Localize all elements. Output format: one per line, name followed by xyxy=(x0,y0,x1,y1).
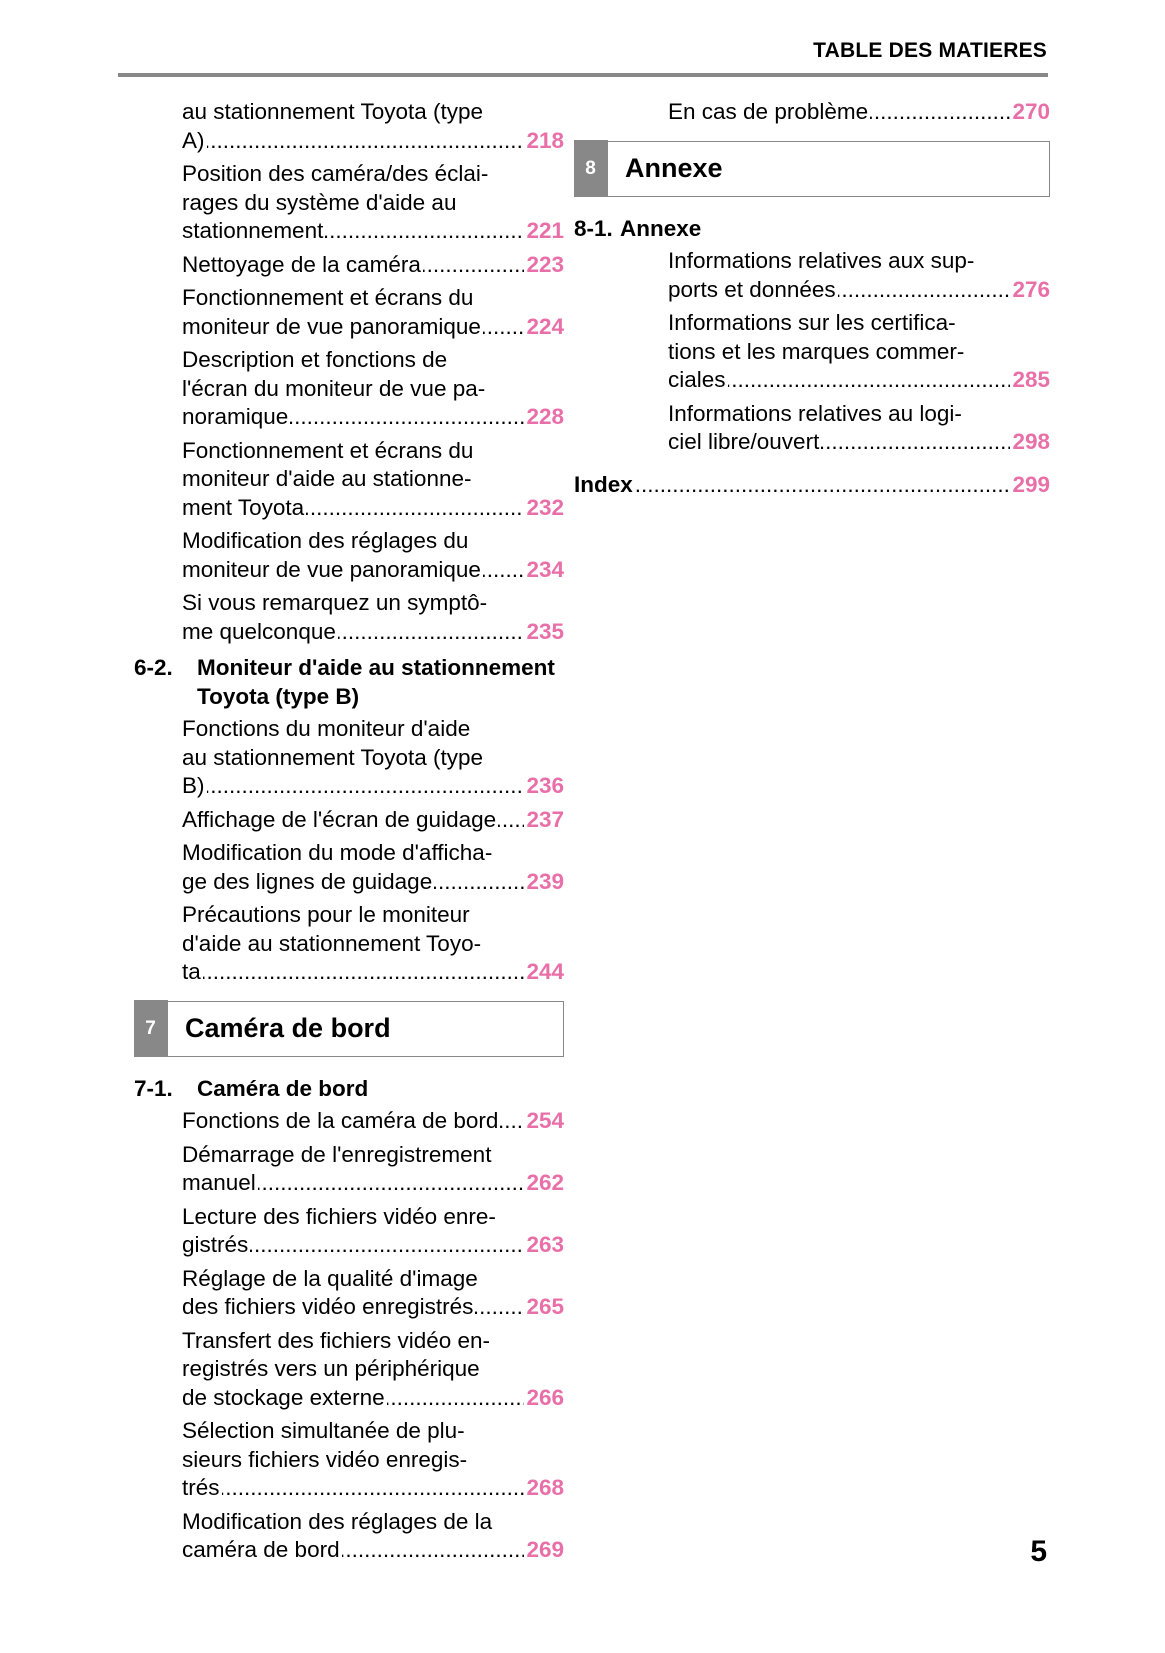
toc-group-b xyxy=(134,715,564,987)
toc-page-number[interactable]: 224 xyxy=(526,313,564,339)
section-number: 7-1. xyxy=(134,1075,173,1101)
dot-leader xyxy=(870,98,1010,127)
toc-page-number[interactable]: 263 xyxy=(526,1232,564,1257)
toc-entry-line xyxy=(182,527,564,556)
toc-entry[interactable] xyxy=(620,98,1050,127)
dot-leader xyxy=(342,1536,525,1565)
toc-entry-text: Informations relatives au logi- xyxy=(668,400,962,426)
toc-entry[interactable] xyxy=(134,715,564,801)
toc-entry-line xyxy=(182,1141,564,1170)
toc-page-number[interactable]: 270 xyxy=(1012,99,1050,124)
toc-entry[interactable] xyxy=(134,589,564,646)
toc-entry-text: des fichiers vidéo enregistrés xyxy=(182,1294,474,1319)
toc-entry-line xyxy=(182,901,564,930)
dot-leader xyxy=(821,428,1010,457)
toc-entry[interactable] xyxy=(134,1327,564,1413)
toc-entry[interactable] xyxy=(620,309,1050,395)
toc-entry-line xyxy=(182,1446,564,1475)
section-heading-6-2 xyxy=(134,654,564,711)
toc-entry-text: au stationnement Toyota (type xyxy=(182,99,484,124)
toc-entry-text: Affichage de l'écran de guidage xyxy=(182,806,497,832)
toc-entry-text: B) xyxy=(182,773,205,798)
toc-entry-line xyxy=(182,189,564,218)
toc-entry[interactable] xyxy=(620,247,1050,304)
toc-entry-line xyxy=(182,868,564,897)
toc-entry-line xyxy=(182,1384,564,1413)
toc-entry-line xyxy=(182,251,564,280)
toc-entry-text: au stationnement Toyota (type xyxy=(182,744,484,770)
section-number: 6-2. xyxy=(134,655,173,680)
toc-entry[interactable] xyxy=(134,839,564,896)
toc-entry-line xyxy=(182,127,564,156)
toc-entry-line xyxy=(182,346,564,375)
toc-entry-text: Fonctionnement et écrans du xyxy=(182,285,474,310)
toc-page-number[interactable]: 269 xyxy=(526,1537,564,1562)
toc-page-number[interactable]: 234 xyxy=(526,556,564,582)
section-title: Annexe xyxy=(620,215,702,241)
toc-entry-line xyxy=(182,284,564,313)
toc-entry-line xyxy=(182,839,564,868)
toc-entry-line xyxy=(182,1474,564,1503)
toc-entry-text: Nettoyage de la caméra xyxy=(182,251,421,277)
toc-entry-line xyxy=(668,98,1050,127)
toc-entry-text: tions et les marques commer- xyxy=(668,338,965,364)
toc-entry-text: Modification des réglages du xyxy=(182,528,469,553)
toc-entry-line xyxy=(182,589,564,618)
toc-page-number[interactable]: 239 xyxy=(526,868,564,894)
toc-entry[interactable] xyxy=(134,1141,564,1198)
toc-page-number[interactable]: 232 xyxy=(526,494,564,520)
toc-entry-text: Informations relatives aux sup- xyxy=(668,248,975,273)
toc-entry-line xyxy=(182,494,564,523)
toc-entry-text: stationnement xyxy=(182,218,324,243)
toc-entry[interactable] xyxy=(134,284,564,341)
toc-entry-text: Démarrage de l'enregistrement xyxy=(182,1141,492,1167)
toc-entry-line xyxy=(182,1355,564,1384)
dot-leader xyxy=(207,772,525,801)
toc-entry-text: ta xyxy=(182,959,201,984)
index-label: Index xyxy=(574,471,633,497)
toc-entry-text: Modification des réglages de la xyxy=(182,1508,493,1534)
toc-entry-line xyxy=(182,160,564,189)
toc-entry[interactable] xyxy=(134,346,564,432)
toc-page-number[interactable]: 266 xyxy=(526,1384,564,1410)
toc-entry-text: Transfert des fichiers vidéo en- xyxy=(182,1327,491,1353)
toc-entry-line xyxy=(182,217,564,246)
dot-leader xyxy=(635,471,1011,500)
toc-entry-line xyxy=(668,366,1050,395)
toc-group-a xyxy=(134,98,564,646)
header-title: TABLE DES MATIERES xyxy=(813,39,1047,62)
chapter-title: Annexe xyxy=(625,153,723,183)
toc-page-number[interactable]: 262 xyxy=(526,1170,564,1195)
toc-entry[interactable] xyxy=(620,400,1050,457)
toc-entry-line xyxy=(182,98,564,127)
toc-entry-text: sieurs fichiers vidéo enregis- xyxy=(182,1446,468,1472)
toc-entry[interactable] xyxy=(134,437,564,523)
dot-leader xyxy=(387,1384,525,1413)
toc-entry-text: moniteur de vue panoramique xyxy=(182,313,481,339)
toc-entry-line xyxy=(182,930,564,959)
toc-entry[interactable] xyxy=(134,806,564,835)
section-title: Caméra de bord xyxy=(197,1075,369,1101)
toc-entry-text: Si vous remarquez un symptô- xyxy=(182,590,488,615)
index-page-number[interactable]: 299 xyxy=(1012,471,1050,497)
toc-entry-line xyxy=(182,1327,564,1356)
dot-leader xyxy=(483,556,525,585)
toc-entry[interactable] xyxy=(134,1203,564,1260)
toc-page-number[interactable]: 285 xyxy=(1012,367,1050,392)
toc-page-number[interactable]: 228 xyxy=(526,404,564,429)
chapter-tab: 7 xyxy=(134,1000,168,1057)
toc-entry-line xyxy=(182,1231,564,1260)
toc-entry-line xyxy=(182,618,564,647)
toc-entry-text: Modification du mode d'afficha- xyxy=(182,840,493,865)
toc-entry[interactable] xyxy=(134,98,564,155)
toc-entry-line xyxy=(182,1293,564,1322)
toc-entry-text: noramique xyxy=(182,404,289,429)
toc-entry-text: trés xyxy=(182,1475,220,1500)
right-column xyxy=(574,98,1050,499)
toc-entry-text: registrés vers un périphérique xyxy=(182,1356,480,1381)
toc-entry-text: Description et fonctions de xyxy=(182,347,448,372)
toc-entry-line xyxy=(182,556,564,585)
toc-entry-line xyxy=(182,806,564,835)
index-entry[interactable] xyxy=(574,471,1050,500)
page-number: 5 xyxy=(1030,1535,1047,1568)
toc-entry-text: ports et données xyxy=(668,276,836,302)
toc-entry-text: Lecture des fichiers vidéo enre- xyxy=(182,1203,496,1229)
toc-entry-line xyxy=(182,744,564,773)
dot-leader xyxy=(500,1107,524,1136)
toc-entry-line xyxy=(182,1169,564,1198)
toc-entry-text: me quelconque xyxy=(182,618,336,644)
toc-entry-line xyxy=(182,465,564,494)
toc-entry[interactable] xyxy=(134,251,564,280)
toc-page-number[interactable]: 235 xyxy=(526,618,564,644)
toc-entry[interactable] xyxy=(134,1265,564,1322)
section-heading-8-1 xyxy=(574,215,1050,244)
left-column xyxy=(134,98,564,1570)
toc-page-number[interactable]: 254 xyxy=(526,1108,564,1133)
toc-entry-text: gistrés xyxy=(182,1232,249,1257)
toc-entry-text: ciales xyxy=(668,367,726,392)
dot-leader xyxy=(207,127,525,156)
toc-page-number[interactable]: 221 xyxy=(526,218,564,243)
dot-leader xyxy=(325,217,524,246)
toc-entry-text: ge des lignes de guidage xyxy=(182,868,433,894)
chapter-7-box[interactable] xyxy=(134,1001,564,1057)
toc-entry[interactable] xyxy=(134,901,564,987)
dot-leader xyxy=(203,958,525,987)
dot-leader xyxy=(290,403,524,432)
dot-leader xyxy=(423,251,525,280)
toc-entry-text: Sélection simultanée de plu- xyxy=(182,1418,465,1443)
dot-leader xyxy=(222,1474,525,1503)
toc-entry[interactable] xyxy=(134,1107,564,1136)
toc-page-number[interactable]: 244 xyxy=(526,959,564,984)
section-heading-7-1 xyxy=(134,1075,564,1104)
toc-group-c xyxy=(134,1107,564,1565)
chapter-title: Caméra de bord xyxy=(185,1013,391,1043)
toc-group-8-1 xyxy=(620,247,1050,457)
dot-leader xyxy=(258,1169,525,1198)
toc-entry-text: Informations sur les certifica- xyxy=(668,310,956,335)
dot-leader xyxy=(483,313,525,342)
toc-entry[interactable] xyxy=(134,1508,564,1565)
toc-entry-text: d'aide au stationnement Toyo- xyxy=(182,930,482,956)
dot-leader xyxy=(475,1293,524,1322)
toc-page-number[interactable]: 237 xyxy=(526,806,564,832)
toc-entry-text: moniteur d'aide au stationne- xyxy=(182,466,472,491)
toc-entry-line xyxy=(668,247,1050,276)
toc-entry-line xyxy=(668,338,1050,367)
toc-entry-line xyxy=(182,772,564,801)
toc-entry-line xyxy=(182,375,564,404)
toc-entry-text: rages du système d'aide au xyxy=(182,189,457,215)
toc-entry[interactable] xyxy=(134,1417,564,1503)
toc-entry-text: Fonctions du moniteur d'aide xyxy=(182,716,471,741)
toc-page-number[interactable]: 218 xyxy=(526,127,564,153)
dot-leader xyxy=(250,1231,524,1260)
dot-leader xyxy=(306,494,524,523)
toc-entry-text: En cas de problème xyxy=(668,99,869,124)
toc-page-number[interactable]: 265 xyxy=(526,1294,564,1319)
toc-entry-text: moniteur de vue panoramique xyxy=(182,556,481,582)
dot-leader xyxy=(498,806,524,835)
section-title: Moniteur d'aide au stationnement Toyota (type B) xyxy=(197,655,555,709)
header-rule xyxy=(118,73,1048,77)
toc-entry-line xyxy=(182,1536,564,1565)
toc-entry-text: manuel xyxy=(182,1170,256,1195)
dot-leader xyxy=(338,618,525,647)
dot-leader xyxy=(434,868,524,897)
toc-entry-line xyxy=(182,1107,564,1136)
toc-entry-line xyxy=(182,1417,564,1446)
toc-entry-line xyxy=(182,403,564,432)
toc-entry-text: Position des caméra/des éclai- xyxy=(182,161,489,186)
toc-page-number[interactable]: 276 xyxy=(1012,276,1050,302)
toc-entry-text: de stockage externe xyxy=(182,1384,385,1410)
toc-page-number[interactable]: 223 xyxy=(526,251,564,277)
toc-entry-text: A) xyxy=(182,127,205,153)
toc-entry-line xyxy=(182,313,564,342)
dot-leader xyxy=(838,276,1011,305)
toc-entry-text: Précautions pour le moniteur xyxy=(182,902,470,927)
toc-entry-text: caméra de bord xyxy=(182,1537,340,1562)
toc-entry-text: Réglage de la qualité d'image xyxy=(182,1265,478,1291)
chapter-tab: 8 xyxy=(574,140,608,197)
toc-group-top xyxy=(620,98,1050,127)
toc-entry-line xyxy=(182,715,564,744)
toc-entry-line xyxy=(668,309,1050,338)
toc-entry-line xyxy=(182,437,564,466)
toc-entry-line xyxy=(668,400,1050,429)
toc-page-number[interactable]: 298 xyxy=(1012,429,1050,454)
dot-leader xyxy=(728,366,1011,395)
toc-entry-text: ciel libre/ouvert xyxy=(668,429,820,454)
chapter-8-box[interactable] xyxy=(574,141,1050,197)
toc-entry-text: Fonctions de la caméra de bord xyxy=(182,1108,499,1133)
toc-entry-line xyxy=(668,276,1050,305)
toc-entry-text: l'écran du moniteur de vue pa- xyxy=(182,375,486,401)
toc-entry[interactable] xyxy=(134,160,564,246)
toc-page-number[interactable]: 236 xyxy=(526,773,564,798)
toc-entry-line xyxy=(182,1265,564,1294)
toc-entry[interactable] xyxy=(134,527,564,584)
toc-page-number[interactable]: 268 xyxy=(526,1475,564,1500)
toc-entry-text: ment Toyota xyxy=(182,494,305,520)
section-number: 8-1. xyxy=(574,215,613,241)
toc-entry-line xyxy=(668,428,1050,457)
toc-entry-line xyxy=(182,958,564,987)
toc-entry-line xyxy=(182,1508,564,1537)
toc-entry-text: Fonctionnement et écrans du xyxy=(182,437,474,463)
toc-entry-line xyxy=(182,1203,564,1232)
